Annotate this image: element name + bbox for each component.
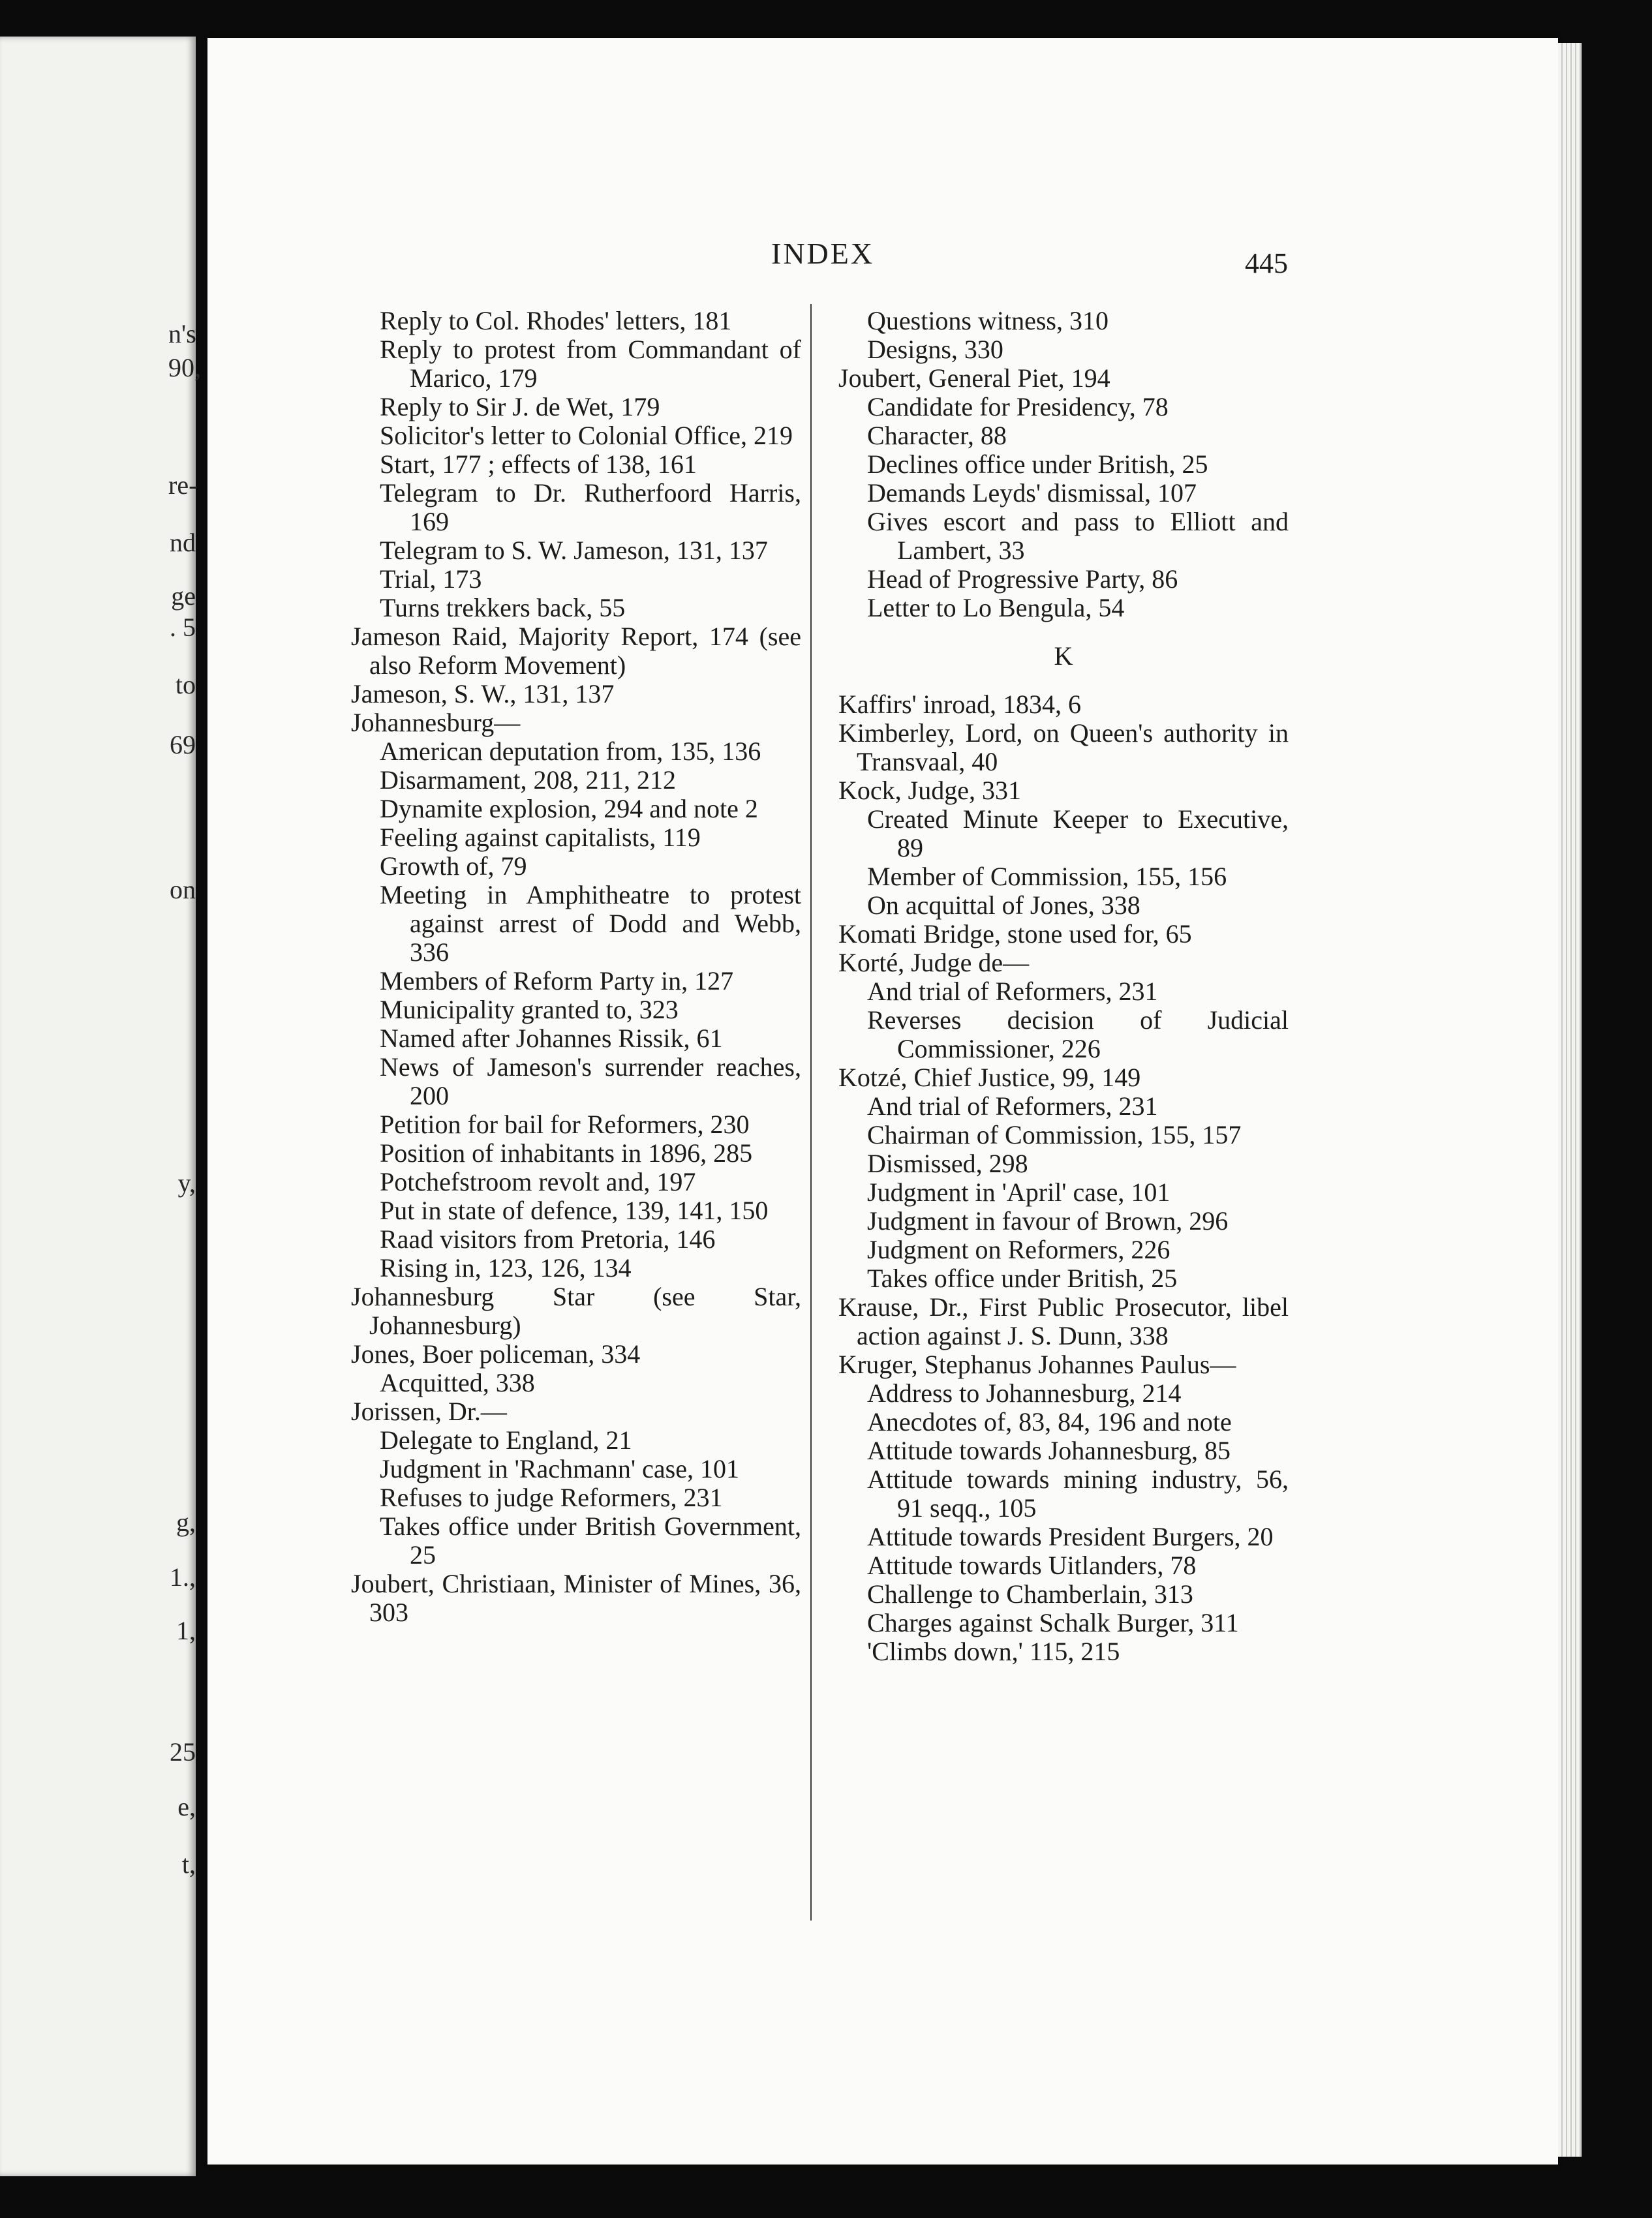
index-subentry: Members of Reform Party in, 127 xyxy=(380,966,734,995)
index-entry: Krause, Dr., First Public Prosecutor, libel action against J. S. Dunn, 338 xyxy=(838,1292,1289,1350)
index-subentry: Attitude towards President Burgers, 20 xyxy=(867,1522,1274,1551)
index-subentry: Reply to protest from Commandant of Marico, 179 xyxy=(380,335,801,393)
index-subentry: Solicitor's letter to Colonial Office, 219 xyxy=(380,421,793,450)
index-subentry: Rising in, 123, 126, 134 xyxy=(380,1253,632,1283)
index-subentry: Telegram to Dr. Rutherfoord Harris, 169 xyxy=(380,478,801,536)
index-letter-heading: K xyxy=(1054,641,1073,671)
index-subentry: Feeling against capitalists, 119 xyxy=(380,823,701,852)
index-subentry: On acquittal of Jones, 338 xyxy=(867,890,1140,920)
index-subentry: Start, 177 ; effects of 138, 161 xyxy=(380,449,697,479)
index-subentry: Created Minute Keeper to Executive, 89 xyxy=(867,804,1289,862)
index-entry: Joubert, General Piet, 194 xyxy=(838,363,1110,393)
facing-page-text-fragment: 69 xyxy=(170,730,196,759)
index-subentry: Charges against Schalk Burger, 311 xyxy=(867,1608,1239,1637)
facing-page-text-fragment: on xyxy=(170,875,196,904)
index-subentry: Reply to Sir J. de Wet, 179 xyxy=(380,392,660,421)
facing-page-text-fragment: e, xyxy=(177,1792,196,1821)
index-subentry: Trial, 173 xyxy=(380,564,482,594)
index-subentry: Candidate for Presidency, 78 xyxy=(867,392,1169,421)
index-subentry: Questions witness, 310 xyxy=(867,306,1109,335)
index-subentry: Member of Commission, 155, 156 xyxy=(867,862,1227,891)
index-subentry: Municipality granted to, 323 xyxy=(380,995,679,1024)
column-divider xyxy=(810,304,812,1921)
facing-page-text-fragment: ge xyxy=(171,581,196,611)
index-subentry: Acquitted, 338 xyxy=(380,1368,535,1397)
index-subentry: Named after Johannes Rissik, 61 xyxy=(380,1024,723,1053)
index-subentry: Reverses decision of Judicial Commissioner, 226 xyxy=(867,1005,1289,1063)
index-subentry: Judgment in favour of Brown, 296 xyxy=(867,1206,1229,1236)
facing-page-edge xyxy=(0,37,201,2176)
index-entry: Komati Bridge, stone used for, 65 xyxy=(838,919,1192,949)
index-entry: Kotzé, Chief Justice, 99, 149 xyxy=(838,1063,1141,1092)
index-entry: Jameson, S. W., 131, 137 xyxy=(351,679,615,708)
index-subentry: Raad visitors from Pretoria, 146 xyxy=(380,1224,716,1254)
index-entry: Kimberley, Lord, on Queen's authority in Transvaal, 40 xyxy=(838,718,1289,776)
facing-page-text-fragment: t, xyxy=(181,1849,196,1879)
index-subentry: Judgment in 'Rachmann' case, 101 xyxy=(380,1454,739,1483)
index-entry: Joubert, Christiaan, Minister of Mines, 36, 303 xyxy=(351,1569,801,1627)
index-subentry: Turns trekkers back, 55 xyxy=(380,593,626,622)
facing-page-text-fragment: y, xyxy=(177,1168,196,1198)
index-subentry: Judgment in 'April' case, 101 xyxy=(867,1177,1170,1207)
index-subentry: Reply to Col. Rhodes' letters, 181 xyxy=(380,306,732,335)
index-entry: Korté, Judge de— xyxy=(838,948,1030,977)
index-subentry: Growth of, 79 xyxy=(380,851,527,881)
index-subentry: Challenge to Chamberlain, 313 xyxy=(867,1579,1193,1609)
index-entry: Kaffirs' inroad, 1834, 6 xyxy=(838,690,1081,719)
index-subentry: 'Climbs down,' 115, 215 xyxy=(867,1637,1120,1666)
index-subentry: Demands Leyds' dismissal, 107 xyxy=(867,478,1197,508)
index-subentry: Judgment on Reformers, 226 xyxy=(867,1235,1170,1264)
facing-page-text-fragment: 90, xyxy=(168,353,201,382)
index-column-right xyxy=(838,307,1289,1666)
index-subentry: Meeting in Amphitheatre to protest against arrest of Dodd and Webb, 336 xyxy=(380,880,801,967)
index-subentry: Dismissed, 298 xyxy=(867,1149,1028,1178)
index-subentry: Gives escort and pass to Elliott and Lambert, 33 xyxy=(867,507,1289,565)
index-subentry: Potchefstroom revolt and, 197 xyxy=(380,1167,696,1196)
index-subentry: Dynamite explosion, 294 and note 2 xyxy=(380,794,758,823)
index-subentry: Address to Johannesburg, 214 xyxy=(867,1378,1182,1408)
index-subentry: Takes office under British Government, 25 xyxy=(380,1512,801,1570)
page-title: INDEX xyxy=(771,237,875,270)
index-subentry: And trial of Reformers, 231 xyxy=(867,977,1158,1006)
index-subentry: Character, 88 xyxy=(867,421,1007,450)
index-subentry: Letter to Lo Bengula, 54 xyxy=(867,593,1125,622)
index-subentry: Telegram to S. W. Jameson, 131, 137 xyxy=(380,536,768,565)
page-stack-edge xyxy=(1558,43,1582,2157)
facing-page-text-fragment: n's xyxy=(168,319,196,348)
index-column-left xyxy=(351,307,801,1627)
index-subentry: Attitude towards mining industry, 56, 91 seqq., 105 xyxy=(867,1465,1289,1523)
index-entry: Kruger, Stephanus Johannes Paulus— xyxy=(838,1350,1236,1379)
facing-page-text-fragment: . 5 xyxy=(170,613,196,642)
facing-page-text-fragment: 1, xyxy=(176,1616,196,1645)
facing-page-text-fragment: 25 xyxy=(170,1737,196,1767)
facing-page-text-fragment: to xyxy=(175,670,196,699)
index-subentry: Head of Progressive Party, 86 xyxy=(867,564,1178,594)
index-entry: Johannesburg Star (see Star, Johannesburg) xyxy=(351,1282,801,1340)
index-subentry: Attitude towards Johannesburg, 85 xyxy=(867,1436,1231,1465)
index-subentry: Anecdotes of, 83, 84, 196 and note xyxy=(867,1407,1232,1436)
index-subentry: Takes office under British, 25 xyxy=(867,1264,1178,1293)
index-subentry: Designs, 330 xyxy=(867,335,1003,364)
index-subentry: American deputation from, 135, 136 xyxy=(380,737,761,766)
index-subentry: News of Jameson's surrender reaches, 200 xyxy=(380,1052,801,1110)
page-number: 445 xyxy=(1245,247,1288,279)
index-subentry: Put in state of defence, 139, 141, 150 xyxy=(380,1196,769,1225)
index-subentry: And trial of Reformers, 231 xyxy=(867,1091,1158,1121)
index-subentry: Disarmament, 208, 211, 212 xyxy=(380,765,677,795)
index-subentry: Position of inhabitants in 1896, 285 xyxy=(380,1138,753,1168)
index-entry: Kock, Judge, 331 xyxy=(838,776,1021,805)
index-entry: Jameson Raid, Majority Report, 174 (see also Reform Movement) xyxy=(351,622,801,680)
index-subentry: Attitude towards Uitlanders, 78 xyxy=(867,1551,1197,1580)
index-entry: Johannesburg— xyxy=(351,708,521,737)
index-subentry: Refuses to judge Reformers, 231 xyxy=(380,1483,723,1512)
facing-page-text-fragment: g, xyxy=(176,1508,196,1537)
index-subentry: Declines office under British, 25 xyxy=(867,449,1208,479)
index-subentry: Petition for bail for Reformers, 230 xyxy=(380,1110,750,1139)
facing-page-text-fragment: 1., xyxy=(170,1562,196,1592)
index-entry: Jorissen, Dr.— xyxy=(351,1397,507,1426)
facing-page-text-fragment: nd xyxy=(170,528,196,557)
index-subentry: Delegate to England, 21 xyxy=(380,1425,632,1455)
index-subentry: Chairman of Commission, 155, 157 xyxy=(867,1120,1242,1149)
index-entry: Jones, Boer policeman, 334 xyxy=(351,1339,641,1369)
facing-page-text-fragment: re- xyxy=(168,470,198,500)
